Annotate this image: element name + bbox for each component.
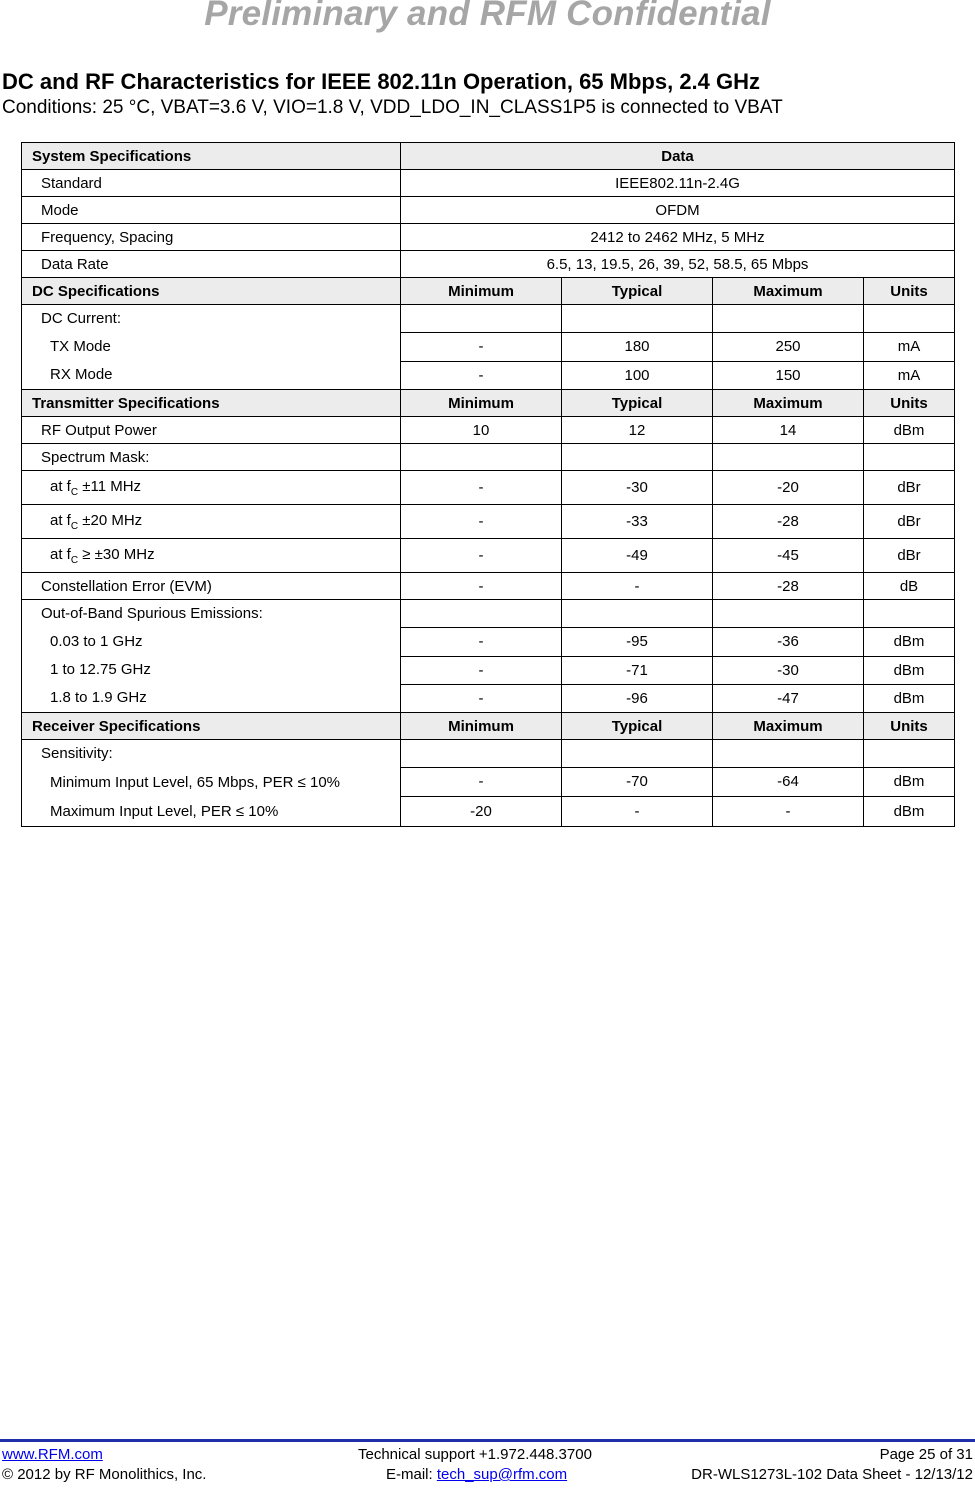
table-row (22, 170, 955, 197)
confidential-banner: Preliminary and RFM Confidential (204, 0, 771, 33)
system-spec-header-row (22, 143, 955, 170)
empty-cell (713, 305, 864, 333)
footer-doc-id: DR-WLS1273L-102 Data Sheet - 12/13/12 (691, 1466, 973, 1483)
mask-offset: ±20 MHz (78, 511, 143, 529)
row-value: 6.5, 13, 19.5, 26, 39, 52, 58.5, 65 Mbps (401, 251, 955, 278)
empty-cell (713, 600, 864, 628)
rx-spec-header-row (22, 713, 955, 740)
cell-min: - (401, 333, 562, 361)
col-maximum: Maximum (713, 713, 864, 740)
website-link[interactable]: www.RFM.com (2, 1446, 103, 1463)
cell-units: dBm (864, 417, 955, 444)
table-row (22, 600, 955, 628)
cell-typ: -33 (562, 505, 713, 539)
col-maximum: Maximum (713, 390, 864, 417)
system-spec-header: System Specifications (22, 143, 401, 170)
cell-units: dBm (864, 656, 955, 684)
cell-typ: 12 (562, 417, 713, 444)
cell-units: dBr (864, 505, 955, 539)
cell-max: 14 (713, 417, 864, 444)
mask-subscript: C (70, 520, 79, 532)
cell-units: mA (864, 333, 955, 361)
row-label: Maximum Input Level, PER ≤ 10% (50, 803, 279, 820)
table-row (22, 197, 955, 224)
empty-cell (864, 600, 955, 628)
cell-units: dBm (864, 628, 955, 656)
table-row (22, 224, 955, 251)
mask-subscript: C (70, 554, 79, 566)
dc-spec-header: DC Specifications (22, 278, 401, 305)
footer-page-number: Page 25 of 31 (879, 1446, 973, 1463)
row-label: 1.8 to 1.9 GHz (50, 689, 147, 706)
mask-offset: ±11 MHz (78, 477, 142, 495)
cell-typ: 180 (562, 333, 713, 361)
col-minimum: Minimum (401, 278, 562, 305)
empty-cell (401, 600, 562, 628)
empty-cell (562, 444, 713, 471)
mask-prefix: at f (50, 511, 71, 529)
rx-spec-header: Receiver Specifications (22, 713, 401, 740)
table-row (22, 740, 955, 768)
data-header: Data (401, 143, 955, 170)
cell-typ: -96 (562, 684, 713, 712)
empty-cell (401, 740, 562, 768)
table-row (22, 539, 955, 573)
cell-typ: -95 (562, 628, 713, 656)
cell-units: mA (864, 361, 955, 389)
cell-max: - (713, 797, 864, 827)
empty-cell (562, 740, 713, 768)
cell-max: -30 (713, 656, 864, 684)
row-label: RF Output Power (22, 417, 401, 444)
group-label: Sensitivity: (41, 745, 113, 762)
mask-prefix: at f (50, 477, 71, 495)
footer-support: Technical support +1.972.448.3700 (358, 1446, 592, 1463)
cell-units: dBm (864, 797, 955, 827)
tx-spec-header: Transmitter Specifications (22, 390, 401, 417)
footer-website[interactable] (2, 1446, 103, 1463)
table-row (22, 505, 955, 539)
email-link[interactable]: tech_sup@rfm.com (436, 1466, 568, 1483)
cell-min: - (401, 684, 562, 712)
cell-typ: -30 (562, 471, 713, 505)
mask-prefix: at f (50, 545, 71, 563)
row-label: Standard (22, 170, 401, 197)
section-title: DC and RF Characteristics for IEEE 802.11n Operation, 65 Mbps, 2.4 GHz (2, 69, 761, 94)
row-label: Frequency, Spacing (22, 224, 401, 251)
table-row (22, 417, 955, 444)
cell-units: dB (864, 573, 955, 600)
cell-min: - (401, 573, 562, 600)
cell-units: dBr (864, 471, 955, 505)
cell-max: -47 (713, 684, 864, 712)
row-value: IEEE802.11n-2.4G (401, 170, 955, 197)
row-label (22, 471, 401, 505)
cell-units: dBr (864, 539, 955, 573)
col-typical: Typical (562, 390, 713, 417)
row-label: Constellation Error (EVM) (22, 573, 401, 600)
empty-cell (713, 444, 864, 471)
cell-min: - (401, 361, 562, 389)
cell-min: - (401, 505, 562, 539)
group-label: Spectrum Mask: (22, 444, 401, 471)
cell-min: - (401, 628, 562, 656)
mask-offset: ≥ ±30 MHz (78, 545, 155, 563)
row-value: 2412 to 2462 MHz, 5 MHz (401, 224, 955, 251)
row-label: Data Rate (22, 251, 401, 278)
col-units: Units (864, 278, 955, 305)
cell-min: - (401, 539, 562, 573)
empty-cell (401, 305, 562, 333)
row-label: Minimum Input Level, 65 Mbps, PER ≤ 10% (50, 774, 341, 791)
row-label: 1 to 12.75 GHz (50, 661, 151, 678)
test-conditions: Conditions: 25 °C, VBAT=3.6 V, VIO=1.8 V, VDD_LDO_IN_CLASS1P5 is connected to VBAT (2, 97, 783, 118)
tx-spec-header-row (22, 390, 955, 417)
rf-characteristics-table (21, 142, 955, 827)
sensitivity-group (22, 740, 401, 827)
table-row (22, 251, 955, 278)
cell-max: -28 (713, 505, 864, 539)
col-minimum: Minimum (401, 713, 562, 740)
col-typical: Typical (562, 713, 713, 740)
cell-min: - (401, 471, 562, 505)
cell-max: 250 (713, 333, 864, 361)
cell-min: 10 (401, 417, 562, 444)
cell-max: -28 (713, 573, 864, 600)
cell-typ: -70 (562, 767, 713, 797)
cell-typ: -49 (562, 539, 713, 573)
row-label: TX Mode (50, 338, 111, 355)
group-label: Out-of-Band Spurious Emissions: (41, 605, 263, 622)
col-maximum: Maximum (713, 278, 864, 305)
cell-typ: - (562, 573, 713, 600)
row-label (22, 539, 401, 573)
cell-typ: -71 (562, 656, 713, 684)
spurious-group (22, 600, 401, 713)
table-row (22, 444, 955, 471)
cell-max: -20 (713, 471, 864, 505)
cell-units: dBm (864, 767, 955, 797)
col-typical: Typical (562, 278, 713, 305)
cell-min: - (401, 767, 562, 797)
row-value: OFDM (401, 197, 955, 224)
cell-units: dBm (864, 684, 955, 712)
cell-max: -36 (713, 628, 864, 656)
col-minimum: Minimum (401, 390, 562, 417)
col-units: Units (864, 713, 955, 740)
col-units: Units (864, 390, 955, 417)
table-row (22, 305, 955, 333)
cell-max: -64 (713, 767, 864, 797)
row-label: Mode (22, 197, 401, 224)
row-label: 0.03 to 1 GHz (50, 633, 143, 650)
cell-min: -20 (401, 797, 562, 827)
empty-cell (864, 444, 955, 471)
empty-cell (562, 600, 713, 628)
cell-typ: 100 (562, 361, 713, 389)
empty-cell (713, 740, 864, 768)
cell-max: -45 (713, 539, 864, 573)
empty-cell (401, 444, 562, 471)
footer-copyright: © 2012 by RF Monolithics, Inc. (2, 1466, 207, 1483)
table-row (22, 471, 955, 505)
email-label: E-mail: (386, 1466, 437, 1483)
dc-current-group (22, 305, 401, 390)
row-label: RX Mode (50, 366, 113, 383)
row-label (22, 505, 401, 539)
group-label: DC Current: (41, 310, 122, 327)
empty-cell (562, 305, 713, 333)
cell-min: - (401, 656, 562, 684)
footer-divider (0, 1439, 975, 1442)
dc-spec-header-row (22, 278, 955, 305)
empty-cell (864, 740, 955, 768)
cell-typ: - (562, 797, 713, 827)
cell-max: 150 (713, 361, 864, 389)
empty-cell (864, 305, 955, 333)
mask-subscript: C (70, 486, 79, 498)
footer-email (386, 1466, 567, 1483)
table-row (22, 573, 955, 600)
